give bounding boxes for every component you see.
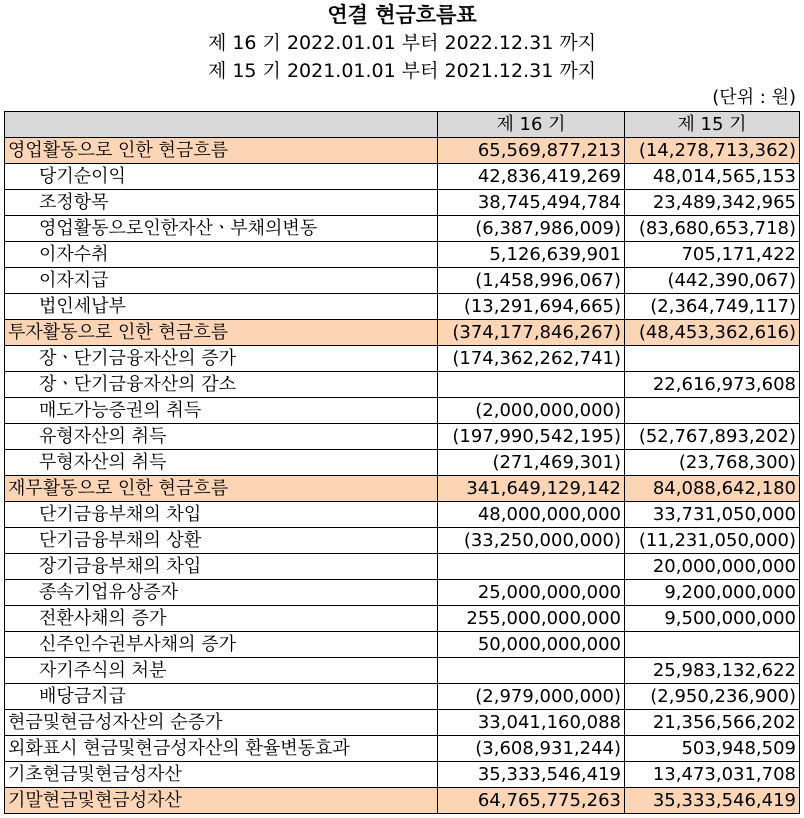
- header-label-cell: [5, 112, 438, 138]
- value-period-15: (2,364,749,117): [625, 294, 800, 320]
- row-label: 재무활동으로 인한 현금흐름: [5, 476, 438, 502]
- value-period-15: (83,680,653,718): [625, 216, 800, 242]
- value-period-15: 22,616,973,608: [625, 372, 800, 398]
- value-period-16: 50,000,000,000: [438, 632, 625, 658]
- value-period-16: [438, 372, 625, 398]
- value-period-16: [438, 554, 625, 580]
- value-period-15: 9,500,000,000: [625, 606, 800, 632]
- table-row: [5, 450, 800, 476]
- row-label: 기초현금및현금성자산: [5, 762, 438, 788]
- value-period-16: (1,458,996,067): [438, 268, 625, 294]
- value-period-16: (174,362,262,741): [438, 346, 625, 372]
- row-label: 무형자산의 취득: [5, 450, 438, 476]
- row-label: 종속기업유상증자: [5, 580, 438, 606]
- table-row: [5, 762, 800, 788]
- value-period-15: 20,000,000,000: [625, 554, 800, 580]
- value-period-16: (374,177,846,267): [438, 320, 625, 346]
- table-body: [5, 138, 800, 814]
- row-label: 장ㆍ단기금융자산의 증가: [5, 346, 438, 372]
- row-label: 조정항목: [5, 190, 438, 216]
- value-period-16: (3,608,931,244): [438, 736, 625, 762]
- value-period-15: 25,983,132,622: [625, 658, 800, 684]
- row-label: 이자수취: [5, 242, 438, 268]
- value-period-15: (442,390,067): [625, 268, 800, 294]
- row-label: 기말현금및현금성자산: [5, 788, 438, 814]
- table-row: [5, 658, 800, 684]
- value-period-15: (48,453,362,616): [625, 320, 800, 346]
- value-period-16: 64,765,775,263: [438, 788, 625, 814]
- table-row: [5, 138, 800, 164]
- value-period-15: 84,088,642,180: [625, 476, 800, 502]
- row-label: 장기금융부채의 차입: [5, 554, 438, 580]
- row-label: 영업활동으로 인한 현금흐름: [5, 138, 438, 164]
- value-period-16: (271,469,301): [438, 450, 625, 476]
- value-period-16: 42,836,419,269: [438, 164, 625, 190]
- cash-flow-table: [4, 111, 800, 814]
- table-row: [5, 710, 800, 736]
- row-label: 자기주식의 처분: [5, 658, 438, 684]
- table-row: [5, 294, 800, 320]
- row-label: 장ㆍ단기금융자산의 감소: [5, 372, 438, 398]
- value-period-16: (197,990,542,195): [438, 424, 625, 450]
- row-label: 매도가능증권의 취득: [5, 398, 438, 424]
- row-label: 신주인수권부사채의 증가: [5, 632, 438, 658]
- table-row: [5, 632, 800, 658]
- table-row: [5, 606, 800, 632]
- value-period-16: [438, 658, 625, 684]
- row-label: 단기금융부채의 차입: [5, 502, 438, 528]
- value-period-16: (2,000,000,000): [438, 398, 625, 424]
- table-row: [5, 736, 800, 762]
- value-period-16: 35,333,546,419: [438, 762, 625, 788]
- value-period-16: (33,250,000,000): [438, 528, 625, 554]
- table-row: [5, 476, 800, 502]
- value-period-15: [625, 632, 800, 658]
- value-period-15: 35,333,546,419: [625, 788, 800, 814]
- row-label: 법인세납부: [5, 294, 438, 320]
- value-period-16: 48,000,000,000: [438, 502, 625, 528]
- value-period-15: (23,768,300): [625, 450, 800, 476]
- table-header-row: [5, 112, 800, 138]
- unit-label: (단위 : 원): [712, 87, 796, 108]
- statement-title: 연결 현금흐름표: [327, 3, 477, 27]
- period-16: 제 16 기 2022.01.01 부터 2022.12.31 까지: [207, 32, 597, 54]
- table-row: [5, 268, 800, 294]
- row-label: 유형자산의 취득: [5, 424, 438, 450]
- value-period-15: 33,731,050,000: [625, 502, 800, 528]
- value-period-16: 341,649,129,142: [438, 476, 625, 502]
- value-period-16: 65,569,877,213: [438, 138, 625, 164]
- period-15: 제 15 기 2021.01.01 부터 2021.12.31 까지: [207, 60, 597, 82]
- table-row: [5, 320, 800, 346]
- table-row: [5, 242, 800, 268]
- table-row: [5, 528, 800, 554]
- value-period-16: 33,041,160,088: [438, 710, 625, 736]
- value-period-15: (2,950,236,900): [625, 684, 800, 710]
- row-label: 당기순이익: [5, 164, 438, 190]
- value-period-15: [625, 346, 800, 372]
- row-label: 현금및현금성자산의 순증가: [5, 710, 438, 736]
- row-label: 영업활동으로인한자산ㆍ부채의변동: [5, 216, 438, 242]
- table-row: [5, 502, 800, 528]
- value-period-16: (2,979,000,000): [438, 684, 625, 710]
- value-period-16: 25,000,000,000: [438, 580, 625, 606]
- value-period-15: 9,200,000,000: [625, 580, 800, 606]
- value-period-15: 48,014,565,153: [625, 164, 800, 190]
- value-period-15: (11,231,050,000): [625, 528, 800, 554]
- table-row: [5, 216, 800, 242]
- value-period-15: 705,171,422: [625, 242, 800, 268]
- header-period-16: 제 16 기: [438, 112, 625, 138]
- row-label: 투자활동으로 인한 현금흐름: [5, 320, 438, 346]
- table-row: [5, 788, 800, 814]
- table-row: [5, 164, 800, 190]
- table-row: [5, 398, 800, 424]
- value-period-15: [625, 398, 800, 424]
- table-row: [5, 684, 800, 710]
- table-row: [5, 424, 800, 450]
- row-label: 전환사채의 증가: [5, 606, 438, 632]
- value-period-15: 23,489,342,965: [625, 190, 800, 216]
- value-period-15: 13,473,031,708: [625, 762, 800, 788]
- header-period-15: 제 15 기: [625, 112, 800, 138]
- table-row: [5, 554, 800, 580]
- value-period-16: 38,745,494,784: [438, 190, 625, 216]
- table-row: [5, 580, 800, 606]
- value-period-15: 21,356,566,202: [625, 710, 800, 736]
- value-period-15: (52,767,893,202): [625, 424, 800, 450]
- table-row: [5, 346, 800, 372]
- table-row: [5, 190, 800, 216]
- row-label: 이자지급: [5, 268, 438, 294]
- value-period-16: 255,000,000,000: [438, 606, 625, 632]
- row-label: 배당금지급: [5, 684, 438, 710]
- value-period-16: 5,126,639,901: [438, 242, 625, 268]
- value-period-15: (14,278,713,362): [625, 138, 800, 164]
- row-label: 외화표시 현금및현금성자산의 환율변동효과: [5, 736, 438, 762]
- row-label: 단기금융부채의 상환: [5, 528, 438, 554]
- value-period-16: (6,387,986,009): [438, 216, 625, 242]
- table-row: [5, 372, 800, 398]
- value-period-15: 503,948,509: [625, 736, 800, 762]
- value-period-16: (13,291,694,665): [438, 294, 625, 320]
